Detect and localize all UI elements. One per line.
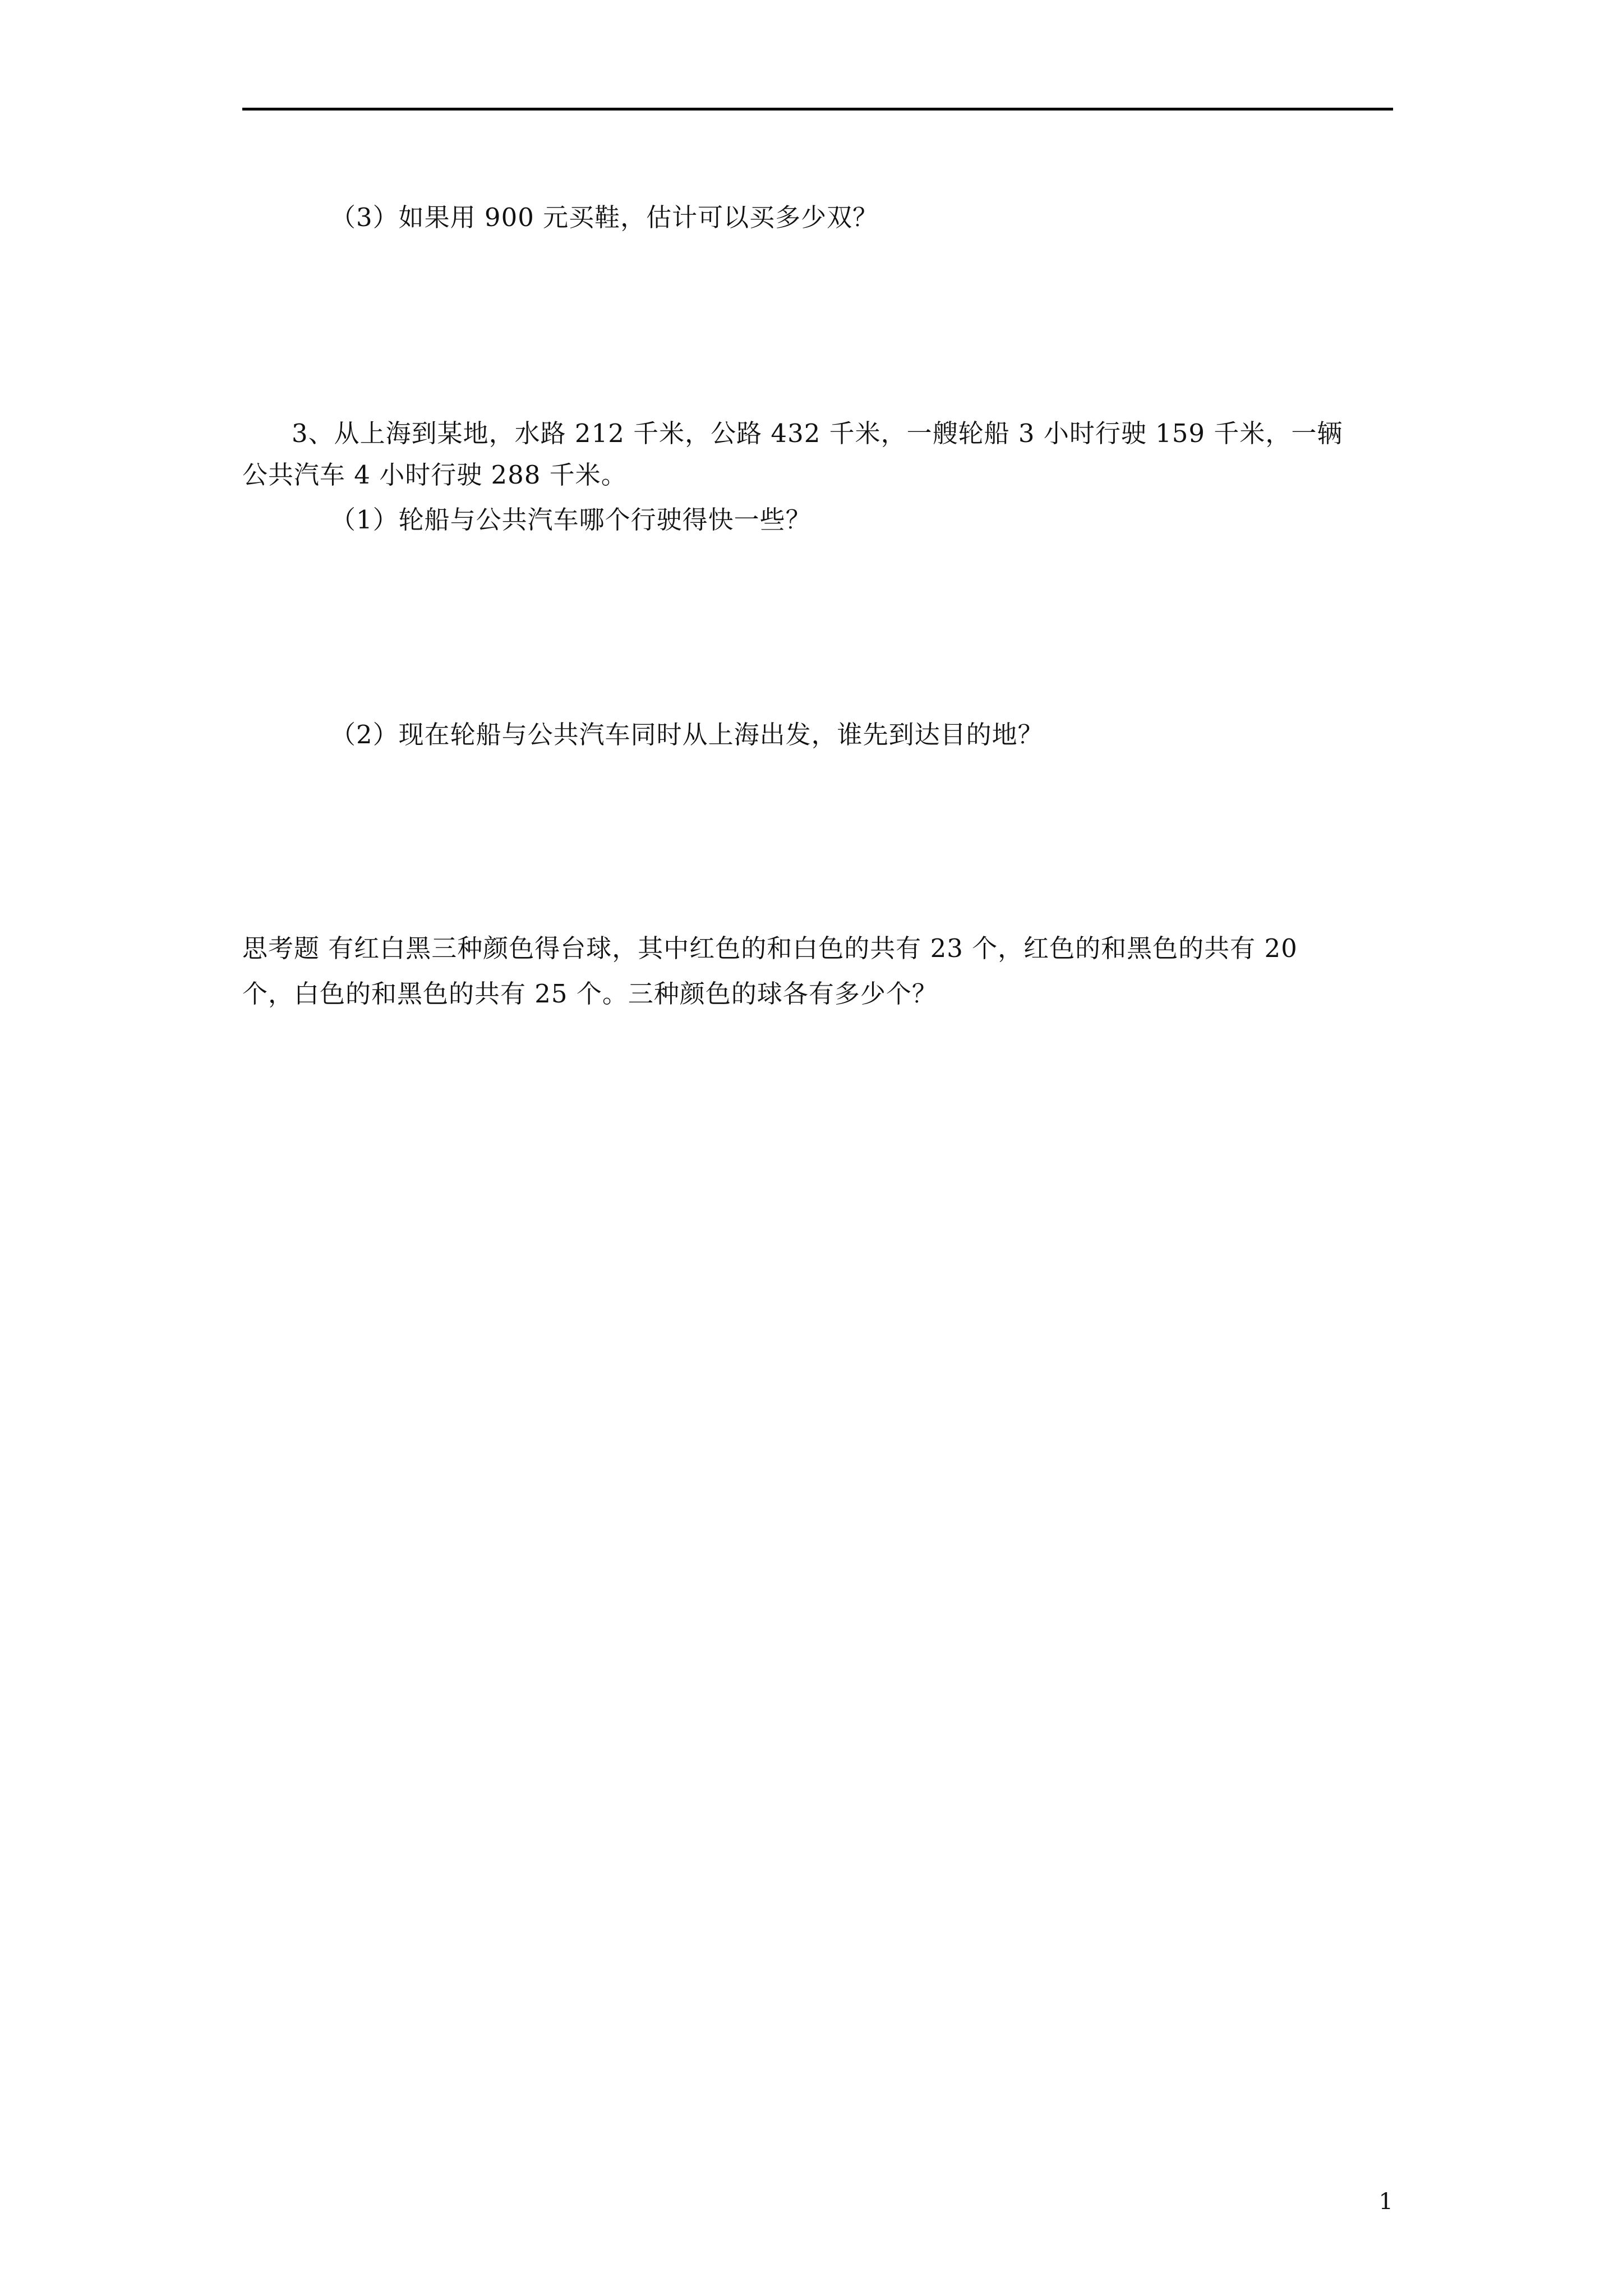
question-3-part-1: （1）轮船与公共汽车哪个行驶得快一些？ bbox=[330, 505, 811, 535]
thinking-question-line-2: 个，白色的和黑色的共有 25 个。三种颜色的球各有多少个？ bbox=[242, 979, 938, 1009]
thinking-question-line-1: 思考题 有红白黑三种颜色得台球，其中红色的和白色的共有 23 个，红色的和黑色的共有 20 bbox=[242, 933, 1298, 963]
header-rule bbox=[242, 108, 1393, 111]
question-2-part-3: （3）如果用 900 元买鞋，估计可以买多少双？ bbox=[330, 203, 879, 232]
page-number: 1 bbox=[1378, 2189, 1393, 2215]
question-3-line-2: 公共汽车 4 小时行驶 288 千米。 bbox=[242, 460, 627, 490]
question-3-part-2: （2）现在轮船与公共汽车同时从上海出发，谁先到达目的地？ bbox=[330, 720, 1044, 749]
question-3-line-1: 3、从上海到某地，水路 212 千米，公路 432 千米，一艘轮船 3 小时行驶 159 千米，一辆 bbox=[292, 418, 1343, 448]
